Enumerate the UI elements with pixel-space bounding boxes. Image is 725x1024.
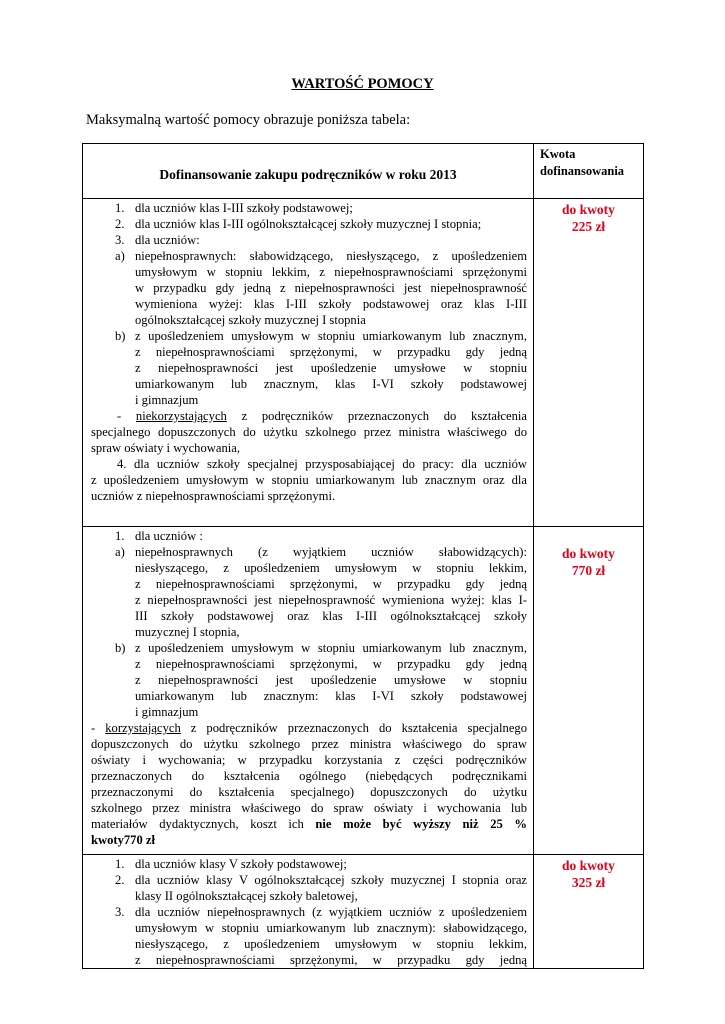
text-line: niesłyszącego, z upośledzeniem umysłowym w stopniu lekkim, xyxy=(135,561,527,575)
text-line: ogólnokształcącej szkoły muzycznej I stopnia xyxy=(135,313,366,327)
amount-label: do kwoty xyxy=(562,858,615,873)
text-line: z niepełnosprawnościami sprzężonymi, w przypadku gdy jedną xyxy=(135,657,527,671)
amount-value: 325 zł xyxy=(571,875,606,890)
sub-item-a: niepełnosprawnych: słabowidzącego, niesłyszącego, z upośledzeniem xyxy=(135,249,527,263)
row-2-description: 1. dla uczniów : a) niepełnosprawnych (z wyjątkiem uczniów słabowidzących): niesłyszącego, z upośledzeniem umysłowym w stopniu lekkim, z niepełnosprawnościami sprzężonymi, w przypadku gdy jedną z niepełnosprawności jest niepełnosprawność wymieniona wyżej: klas I- III szkoły podstawowej oraz klas I-III ogólnokształcącej szkoły muzycznej I stopnia, b) z upośledzeniem umysłowym w stopniu umiarkowanym lub znacznym, z niepełnosprawnościami sprzężonymi, w przypadku gdy jedną z niepełnosprawności jest upośledzenie umysłowe w stopniu umiarkowanym lub znacznym: klas I-VI szkoły podstawowej i gimnazjum - korzystających z podręczników przeznaczonych do kształcenia specjalnego dopuszczonych do użytku szkolnego przez ministra właściwego do spraw oświaty i wychowania; w przypadku korzystania z części podręczników przeznaczonych do kształcenia ogólnego (niebędących podręcznikami przeznaczonymi do kształcenia specjalnego) dopuszczonych do użytku szkolnego przez ministra właściwego do spraw oświaty i wychowania lub materiałów dydaktycznych, koszt ich nie może być wyższy niż 25 % kwoty770 zł xyxy=(83,527,534,855)
text-line: dopuszczonych do użytku szkolnego przez ministra właściwego do spraw xyxy=(91,737,527,751)
sub-item-b: z upośledzeniem umysłowym w stopniu umiarkowanym lub znacznym, xyxy=(135,329,527,343)
text-line: spraw oświaty i wychowania, xyxy=(91,441,240,455)
text-line: w przypadku gdy jedną z niepełnosprawności jest niepełnosprawność xyxy=(135,281,527,295)
list-item: dla uczniów klasy V szkoły podstawowej; xyxy=(135,857,347,871)
header-amount xyxy=(534,144,644,199)
row-1-description: 1. dla uczniów klas I-III szkoły podstawowej; 2. dla uczniów klas I-III ogólnokształcącej szkoły muzycznej I stopnia; 3. dla uczniów: a) niepełnosprawnych: słabowidzącego, niesłyszącego, z upośledzeniem umysłowym w stopniu lekkim, z niepełnosprawnościami sprzężonymi w przypadku gdy jedną z niepełnosprawności jest niepełnosprawność wymieniona wyżej: klas I-III szkoły podstawowej oraz klas I-III ogólnokształcącej szkoły muzycznej I stopnia b) z upośledzeniem umysłowym w stopniu umiarkowanym lub znacznym, z niepełnosprawnościami sprzężonymi, w przypadku gdy jedną z niepełnosprawności jest upośledzenie umysłowe w stopniu umiarkowanym lub znacznym, klas I-VI szkoły podstawowej i gimnazjum - niekorzystających z podręczników przeznaczonych do kształcenia specjalnego dopuszczonych do użytku szkolnego przez ministra właściwego do spraw oświaty i wychowania, 4. dla uczniów szkoły specjalnej przysposabiającej do pracy: dla uczniów z upośledzeniem umysłowym w stopniu umiarkowanym lub znacznym oraz dla uczniów z niepełnosprawnościami sprzężonymi. xyxy=(83,199,534,527)
amount-value: 770 zł xyxy=(571,563,606,578)
row-3-amount xyxy=(534,855,644,969)
list-item: dla uczniów niepełnosprawnych (z wyjątkiem uczniów z upośledzeniem xyxy=(135,905,527,919)
text-line: z upośledzeniem umysłowym w stopniu umiarkowanym lub znacznym oraz dla xyxy=(91,473,527,487)
text-line: z niepełnosprawnościami sprzężonymi, w przypadku gdy jedną xyxy=(135,345,527,359)
header-amount-line1: Kwota xyxy=(540,147,576,161)
list-item: dla uczniów : xyxy=(135,529,203,543)
table-header-row xyxy=(83,144,644,199)
text-line: muzycznej I stopnia, xyxy=(135,625,240,639)
text-line: z niepełnosprawności jest upośledzenie umysłowe w stopniu xyxy=(135,673,527,687)
header-main: Dofinansowanie zakupu podręczników w roku 2013 xyxy=(83,144,534,199)
text-line: z niepełnosprawnościami sprzężonymi, w przypadku gdy jedną xyxy=(135,577,527,591)
underlined-term: korzystających xyxy=(105,721,181,735)
amount-label: do kwoty xyxy=(562,202,615,217)
text-line: przeznaczonymi do kształcenia specjalnego) dopuszczonych do użytku xyxy=(91,785,527,799)
text-line: umiarkowanym lub znacznym: klas I-VI szkoły podstawowej xyxy=(135,689,527,703)
table-row xyxy=(83,199,644,527)
amount-label: do kwoty xyxy=(562,546,615,561)
text-line: uczniów z niepełnosprawnościami sprzężonymi. xyxy=(91,489,336,503)
text-line: niesłyszącego, z upośledzeniem umysłowym w stopniu lekkim, xyxy=(135,937,527,951)
bold-note: kwoty770 zł xyxy=(91,833,156,847)
text-line: i gimnazjum xyxy=(135,705,199,719)
underlined-term: niekorzystających xyxy=(135,409,227,423)
sub-item-a: niepełnosprawnych (z wyjątkiem uczniów słabowidzących): xyxy=(135,545,527,559)
sub-item-b: z upośledzeniem umysłowym w stopniu umiarkowanym lub znacznym, xyxy=(135,641,527,655)
text-line: z niepełnosprawności jest upośledzenie umysłowe w stopniu xyxy=(135,361,527,375)
text-line: umysłowym w stopniu umiarkowanym lub znacznym): słabowidzącego, xyxy=(135,921,527,935)
aid-table xyxy=(82,143,644,969)
text-line: z niepełnosprawności jest niepełnosprawność wymieniona wyżej: klas I- xyxy=(135,593,527,607)
text-line: III szkoły podstawowej oraz klas I-III ogólnokształcącej szkoły xyxy=(135,609,527,623)
table-row xyxy=(83,855,644,969)
row-2-amount xyxy=(534,527,644,855)
list-item: dla uczniów: xyxy=(135,233,200,247)
amount-value: 225 zł xyxy=(571,219,606,234)
text-line: oświaty i wychowania; w przypadku korzystania z części podręczników xyxy=(91,753,527,767)
text-line: umiarkowanym lub znacznym, klas I-VI szkoły podstawowej xyxy=(135,377,527,391)
list-item: dla uczniów klas I-III ogólnokształcącej szkoły muzycznej I stopnia; xyxy=(135,217,482,231)
text-line: i gimnazjum xyxy=(135,393,199,407)
bold-note: nie może być wyższy niż 25 % xyxy=(315,817,528,831)
header-amount-line2: dofinansowania xyxy=(540,164,625,178)
text-line: szkolnego przez ministra właściwego do spraw oświaty i wychowania lub xyxy=(91,801,527,815)
text-line: przeznaczonych do kształcenia ogólnego (niebędących podręcznikami xyxy=(91,769,527,783)
text-line: umysłowym w stopniu lekkim, z niepełnosprawnościami sprzężonymi xyxy=(135,265,527,279)
text-line: wymieniona wyżej: klas I-III szkoły podstawowej oraz klas I-III xyxy=(135,297,527,311)
text-line: z niepełnosprawnościami sprzężonymi, w przypadku gdy jedną xyxy=(135,953,527,967)
list-item: dla uczniów klas I-III szkoły podstawowej; xyxy=(135,201,353,215)
table-row xyxy=(83,527,644,855)
row-3-description: 1. dla uczniów klasy V szkoły podstawowej; 2. dla uczniów klasy V ogólnokształcącej szkoły muzycznej I stopnia oraz klasy II ogólnokształcącej szkoły baletowej, 3. dla uczniów niepełnosprawnych (z wyjątkiem uczniów z upośledzeniem umysłowym w stopniu umiarkowanym lub znacznym): słabowidzącego, niesłyszącego, z upośledzeniem umysłowym w stopniu lekkim, z niepełnosprawnościami sprzężonymi, w przypadku gdy jedną xyxy=(83,855,534,969)
intro-text: Maksymalną wartość pomocy obrazuje poniższa tabela: xyxy=(86,112,411,128)
text-line: 4. dla uczniów szkoły specjalnej przysposabiającej do pracy: dla uczniów xyxy=(117,457,527,471)
text-line: specjalnego dopuszczonych do użytku szkolnego przez ministra właściwego do xyxy=(91,425,527,439)
list-item: dla uczniów klasy V ogólnokształcącej szkoły muzycznej I stopnia oraz xyxy=(135,873,527,887)
text-line: klasy II ogólnokształcącej szkoły baletowej, xyxy=(135,889,358,903)
page-title: WARTOŚĆ POMOCY xyxy=(291,76,434,92)
row-1-amount xyxy=(534,199,644,527)
